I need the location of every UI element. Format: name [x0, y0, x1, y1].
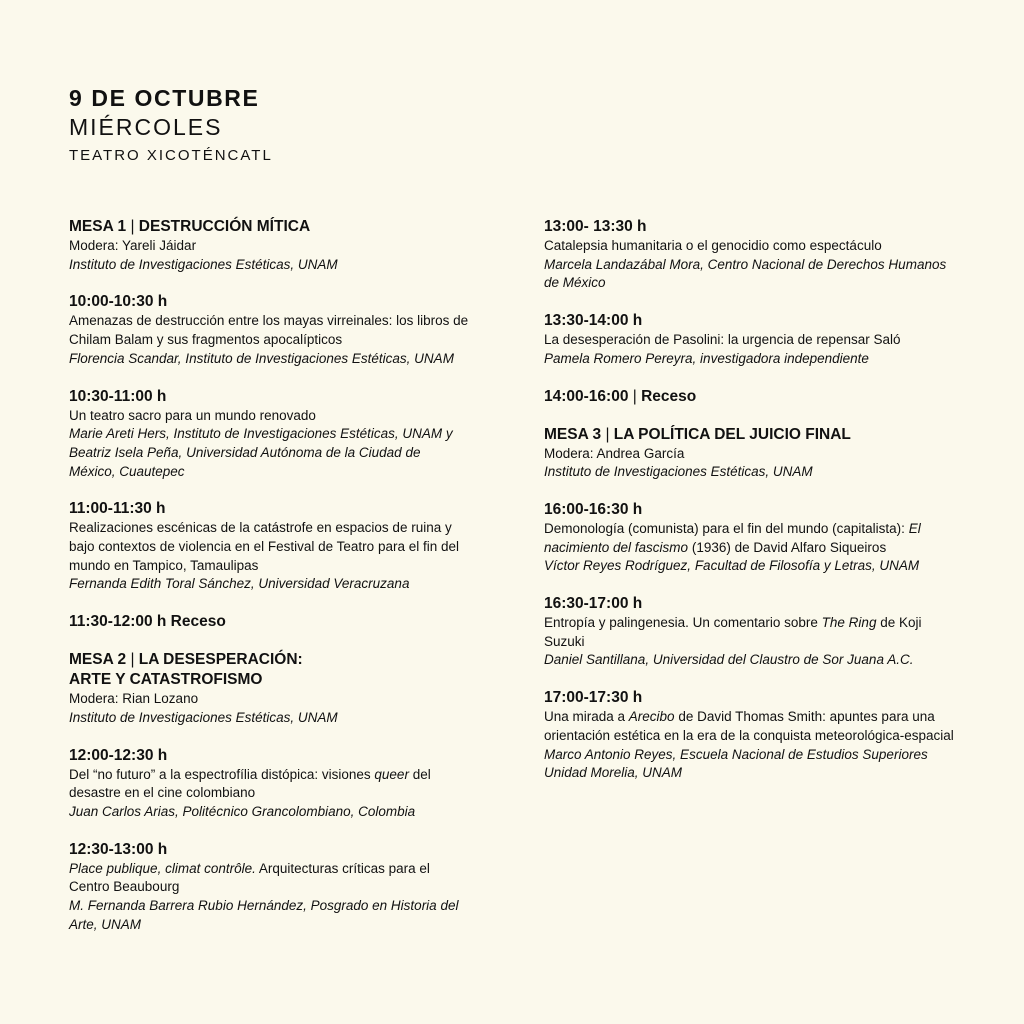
talk-time: 11:00-11:30 h: [69, 500, 166, 518]
event-venue: TEATRO XICOTÉNCATL: [69, 147, 273, 164]
talk-title: La desesperación de Pasolini: la urgencia de repensar Saló: [544, 332, 901, 348]
talk-title-part: Una mirada a: [544, 709, 629, 725]
event-date: 9 DE OCTUBRE: [69, 85, 260, 111]
session-title: [69, 217, 469, 237]
talk-title: [544, 708, 964, 745]
session-moderator: Modera: Yareli Jáidar: [69, 238, 197, 253]
break-item: [544, 387, 964, 407]
talk-title: [69, 860, 469, 897]
talk-item: [544, 217, 964, 293]
talk-title: Realizaciones escénicas de la catástrofe en espacios de ruina y bajo contextos de violencia en el Festival de Teatro para el fin del mundo en Tampico, Tamaulipas: [69, 520, 459, 573]
talk-author: Marie Areti Hers, Instituto de Investigaciones Estéticas, UNAM y Beatriz Isela Peña, Universidad Autónoma de la Ciudad de México, Cuautepec: [69, 426, 453, 479]
break-separator: |: [628, 387, 642, 405]
talk-title: [69, 766, 469, 803]
talk-title-part: Del “no futuro” a la espectrofília distópica: visiones: [69, 766, 375, 782]
break-item: [69, 612, 469, 632]
talk-title-part: Demonología (comunista) para el fin del mundo (capitalista):: [544, 520, 909, 536]
talk-title: Un teatro sacro para un mundo renovado: [69, 407, 316, 423]
talk-time: 16:30-17:00 h: [544, 595, 643, 613]
talk-title: Amenazas de destrucción entre los mayas virreinales: los libros de Chilam Balam y sus fragmentos apocalípticos: [69, 313, 469, 348]
talk-title-part: Arquitecturas críticas para el Centro Beaubourg: [69, 860, 430, 895]
talk-item: [69, 840, 469, 935]
session-institution: Instituto de Investigaciones Estéticas, UNAM: [544, 464, 813, 480]
session-institution: Instituto de Investigaciones Estéticas, UNAM: [69, 709, 338, 725]
talk-item: [69, 387, 469, 482]
talk-time: 13:00- 13:30 h: [544, 218, 647, 235]
talk-item: [69, 292, 469, 368]
talk-title-italic: queer: [374, 766, 409, 782]
talk-time: 13:30-14:00 h: [544, 312, 643, 330]
page-header: [69, 84, 273, 166]
event-weekday: MIÉRCOLES: [69, 114, 223, 140]
talk-time: 10:00-10:30 h: [69, 293, 168, 311]
session-separator: |: [126, 651, 139, 669]
talk-author: Florencia Scandar, Instituto de Investigaciones Estéticas, UNAM: [69, 350, 454, 366]
talk-author: Daniel Santillana, Universidad del Claustro de Sor Juana A.C.: [544, 652, 914, 668]
session-name: DESTRUCCIÓN MÍTICA: [138, 218, 311, 235]
program-column-right: [544, 217, 964, 801]
talk-time: 17:00-17:30 h: [544, 689, 643, 707]
talk-author: Marcela Landazábal Mora, Centro Nacional de Derechos Humanos de México: [544, 256, 947, 291]
talk-time: 12:00-12:30 h: [69, 746, 168, 764]
talk-item: [544, 311, 964, 368]
talk-author: Pamela Romero Pereyra, investigadora independiente: [544, 350, 869, 366]
talk-title-italic: Arecibo: [628, 709, 675, 725]
talk-title-italic: Place publique, climat contrôle.: [69, 860, 256, 876]
talk-title-italic: El nacimiento del fascismo: [544, 520, 921, 555]
talk-title-part: de David Thomas Smith: apuntes para una orientación estética en la era de la conquista meteorológica-espacial: [544, 709, 954, 743]
session-mesa-3: [544, 425, 964, 482]
program-column-left: [69, 217, 469, 952]
talk-author: Fernanda Edith Toral Sánchez, Universidad Veracruzana: [69, 576, 410, 592]
talk-item: [544, 594, 964, 670]
session-moderator: Modera: Andrea García: [544, 445, 685, 461]
talk-time: 16:00-16:30 h: [544, 500, 643, 518]
talk-item: [69, 499, 469, 594]
talk-author: Víctor Reyes Rodríguez, Facultad de Filosofía y Letras, UNAM: [544, 558, 920, 574]
session-mesa-1: [69, 217, 469, 274]
session-label: MESA 3: [544, 425, 602, 443]
talk-title: [544, 614, 964, 651]
session-name: LA DESESPERACIÓN:: [138, 651, 303, 669]
session-label: MESA 1: [69, 218, 127, 235]
talk-author: Marco Antonio Reyes, Escuela Nacional de Estudios Superiores Unidad Morelia, UNAM: [544, 746, 928, 781]
session-label: MESA 2: [69, 651, 127, 669]
talk-title-italic: The Ring: [821, 615, 877, 631]
session-institution: Instituto de Investigaciones Estéticas, UNAM: [69, 256, 338, 272]
break-label: Receso: [641, 387, 697, 405]
talk-title-part: de Koji Suzuki: [544, 615, 922, 649]
session-separator: |: [126, 218, 139, 235]
talk-time: 12:30-13:00 h: [69, 840, 168, 858]
session-separator: |: [601, 425, 614, 443]
session-title-line-2: ARTE Y CATASTROFISMO: [69, 671, 263, 689]
talk-title-part: Entropía y palingenesia. Un comentario sobre: [544, 615, 822, 631]
session-title: [69, 650, 469, 670]
talk-item: [544, 688, 964, 783]
talk-author: Juan Carlos Arias, Politécnico Grancolombiano, Colombia: [69, 803, 416, 819]
talk-title-part: del desastre en el cine colombiano: [69, 766, 431, 801]
break-time-range: 14:00-16:00: [544, 387, 629, 405]
talk-title-part: (1936) de David Alfaro Siqueiros: [688, 539, 887, 555]
session-moderator: Modera: Rian Lozano: [69, 691, 199, 707]
talk-time: 10:30-11:00 h: [69, 387, 167, 405]
talk-author: M. Fernanda Barrera Rubio Hernández, Posgrado en Historia del Arte, UNAM: [69, 898, 459, 932]
session-name: LA POLÍTICA DEL JUICIO FINAL: [613, 425, 851, 443]
session-mesa-2: [69, 650, 469, 727]
session-title: [544, 425, 964, 445]
talk-title: Catalepsia humanitaria o el genocidio como espectáculo: [544, 238, 882, 253]
talk-title: [544, 520, 964, 557]
talk-item: [69, 746, 469, 822]
break-time: [544, 387, 964, 407]
talk-item: [544, 500, 964, 576]
break-time: 11:30-12:00 h Receso: [69, 613, 226, 631]
